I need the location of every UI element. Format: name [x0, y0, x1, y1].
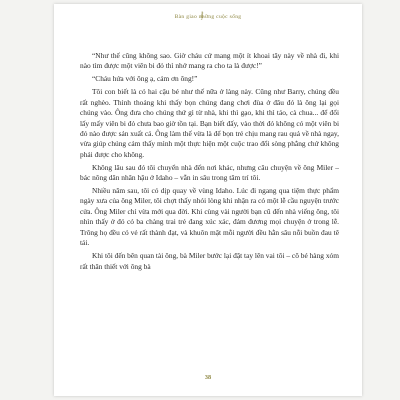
paragraph: “Như thế cũng không sao. Giờ cháu cứ mang một ít khoai tây này về nhà đi, khi nào tìm được một viên bi đỏ thì nhớ mang ra cho ta là được!”	[80, 51, 339, 71]
page-number: 38	[204, 374, 212, 381]
paragraph: Khi tôi đến bên quan tài ông, bà Miler bước lại đặt tay lên vai tôi – cô bé hàng xóm rất thân thiết với ông bà	[80, 251, 339, 271]
page-body	[80, 51, 339, 274]
running-header: Bàn giao những cuộc sống	[174, 14, 242, 20]
book-page	[54, 4, 362, 396]
paragraph: Nhiều năm sau, tôi có dịp quay về vùng Idaho. Lúc đi ngang qua tiệm thực phẩm ngày xưa của ông Miler, tôi chợt thấy nhói lòng khi nhận ra có một lễ cầu nguyện trước cửa. Ông Miler chỉ vừa mới qua đời. Khi cùng vài người bạn cũ đến nhà viếng ông, tôi nhìn thấy ở đó có ba chàng trai trẻ đang xúc xác, đảm đương mọi chuyện ở trong lễ. Trông họ đều có vẻ rất thành đạt, và khuôn mặt mỗi người đều hằn sâu nỗi buồn đau tê tái.	[80, 186, 339, 248]
paragraph: Tôi con biết là có hai cậu bé như thế nữa ở làng này. Cũng như Barry, chúng đều rất nghèo. Thỉnh thoảng khi thấy bọn chúng đang chơi đùa ở đâu đó là ông lại gọi chúng vào. Ông đưa cho chúng thứ gì từ nhà, khi thì gạo, khi thì táo, cà chua... để đổi lấy mấy viên bi đỏ chưa bao giờ tồn tại. Bạn biết đấy, vào thời đó không có một viên bi đỏ nào được sản xuất cả. Ông làm thế vừa là để bọn trẻ chịu mang rau quả về nhà ngay, vừa giúp chúng cảm thấy mình một thực hiện một cuộc trao đổi sòng phẳng chứ không phải được cho không.	[80, 87, 339, 159]
paragraph: Không lâu sau đó tôi chuyển nhà đến nơi khác, nhưng câu chuyện về ông Miler – bác nông dân nhân hậu ở Idaho – vẫn in sâu trong tâm trí tôi.	[80, 162, 339, 183]
paragraph: “Cháu hứa với ông ạ, cảm ơn ông!”	[92, 74, 198, 84]
